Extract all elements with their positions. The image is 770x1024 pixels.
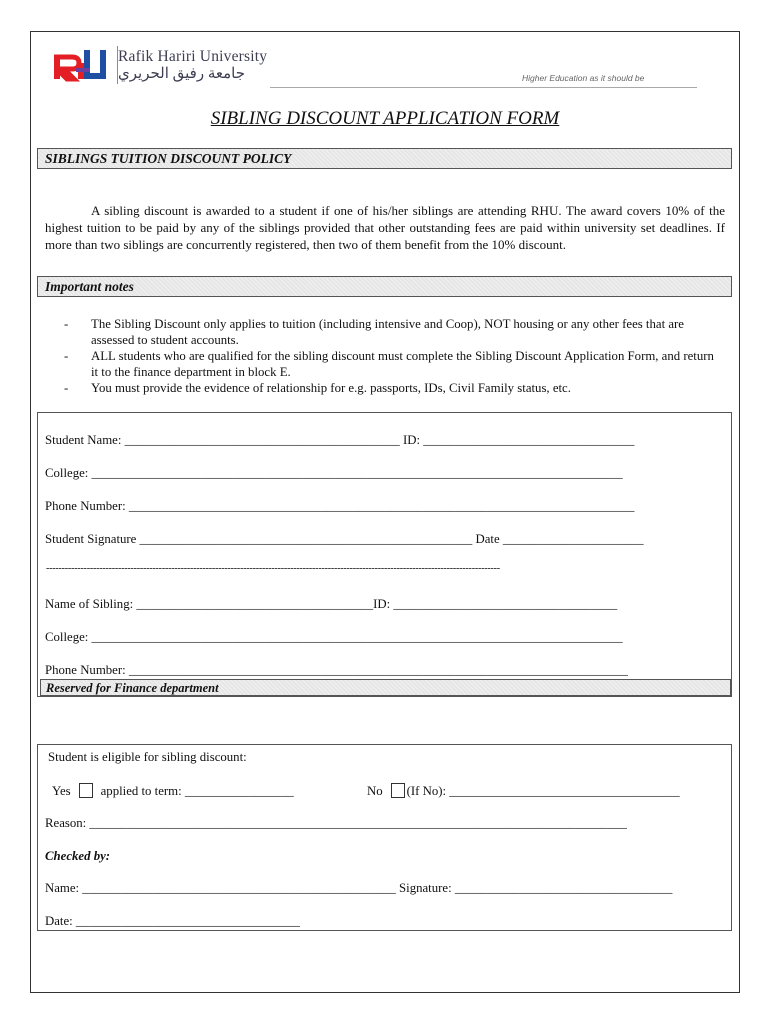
sibling-phone-field[interactable]: Phone Number: ______________________________________________________________________________ bbox=[45, 663, 628, 677]
finance-box bbox=[37, 744, 732, 931]
note-item: - ALL students who are qualified for the sibling discount must complete the Sibling Discount Application Form, and return it to the finance department in block E. bbox=[64, 349, 714, 379]
university-name: Rafik Hariri University bbox=[118, 48, 268, 65]
notes-list bbox=[64, 316, 724, 396]
no-label: No bbox=[367, 784, 383, 798]
note-item: - The Sibling Discount only applies to tuition (including intensive and Coop), NOT housing or any other fees that are assessed to student accounts. bbox=[64, 317, 684, 347]
dashed-separator: ------------------------------------------------------------------------------------------------------------------------------------------------- bbox=[46, 563, 500, 574]
checked-by-label: Checked by: bbox=[45, 849, 111, 863]
policy-text: A sibling discount is awarded to a student if one of his/her siblings are attending RHU. The award covers 10% of the highest tuition to be paid by any of the siblings provided that other outstanding fees are paid within university set deadlines. If more than two siblings are concurrently registered, then two of them benefit from the 10% discount. bbox=[45, 203, 725, 252]
notes-heading: Important notes bbox=[45, 279, 134, 294]
sibling-college-field[interactable]: College: ___________________________________________________________________________________ bbox=[45, 630, 623, 644]
yes-label: Yes bbox=[52, 784, 71, 798]
student-college-field[interactable]: College: ___________________________________________________________________________________ bbox=[45, 466, 623, 480]
university-name-arabic: جامعة رفيق الحريري bbox=[118, 66, 245, 82]
eligible-label: Student is eligible for sibling discount: bbox=[48, 750, 247, 764]
rhu-logo-icon bbox=[52, 48, 114, 82]
yes-checkbox[interactable] bbox=[79, 783, 93, 798]
policy-paragraph bbox=[45, 202, 725, 253]
note-item: - You must provide the evidence of relationship for e.g. passports, IDs, Civil Family status, etc. bbox=[64, 381, 571, 395]
student-info-box bbox=[37, 412, 732, 697]
reason-field[interactable]: Reason: ____________________________________________________________________________________ bbox=[45, 816, 627, 830]
policy-heading: SIBLINGS TUITION DISCOUNT POLICY bbox=[45, 151, 292, 166]
reserved-finance-bar bbox=[40, 679, 731, 696]
yes-row bbox=[52, 783, 294, 799]
notes-heading-bar bbox=[37, 276, 732, 297]
student-signature-date-field[interactable]: Student Signature ____________________________________________________ Date ______________________ bbox=[45, 532, 644, 546]
student-phone-field[interactable]: Phone Number: _______________________________________________________________________________ bbox=[45, 499, 635, 513]
name-signature-field[interactable]: Name: _________________________________________________ Signature: __________________________________ bbox=[45, 881, 673, 895]
header-rule bbox=[270, 87, 697, 88]
policy-heading-bar bbox=[37, 148, 732, 169]
student-name-id-field[interactable]: Student Name: ___________________________________________ ID: _________________________________ bbox=[45, 433, 635, 447]
no-row bbox=[367, 783, 680, 799]
date-field[interactable]: Date: ___________________________________ bbox=[45, 914, 300, 928]
sibling-name-id-field[interactable]: Name of Sibling: _____________________________________ID: ___________________________________ bbox=[45, 597, 618, 611]
no-checkbox[interactable] bbox=[391, 783, 405, 798]
if-no-field[interactable]: (If No): ____________________________________ bbox=[406, 784, 680, 798]
reserved-finance-label: Reserved for Finance department bbox=[46, 681, 219, 695]
form-title: SIBLING DISCOUNT APPLICATION FORM bbox=[210, 108, 560, 129]
applied-term-field[interactable]: applied to term: _________________ bbox=[100, 784, 294, 798]
tagline: Higher Education as it should be bbox=[522, 73, 645, 83]
